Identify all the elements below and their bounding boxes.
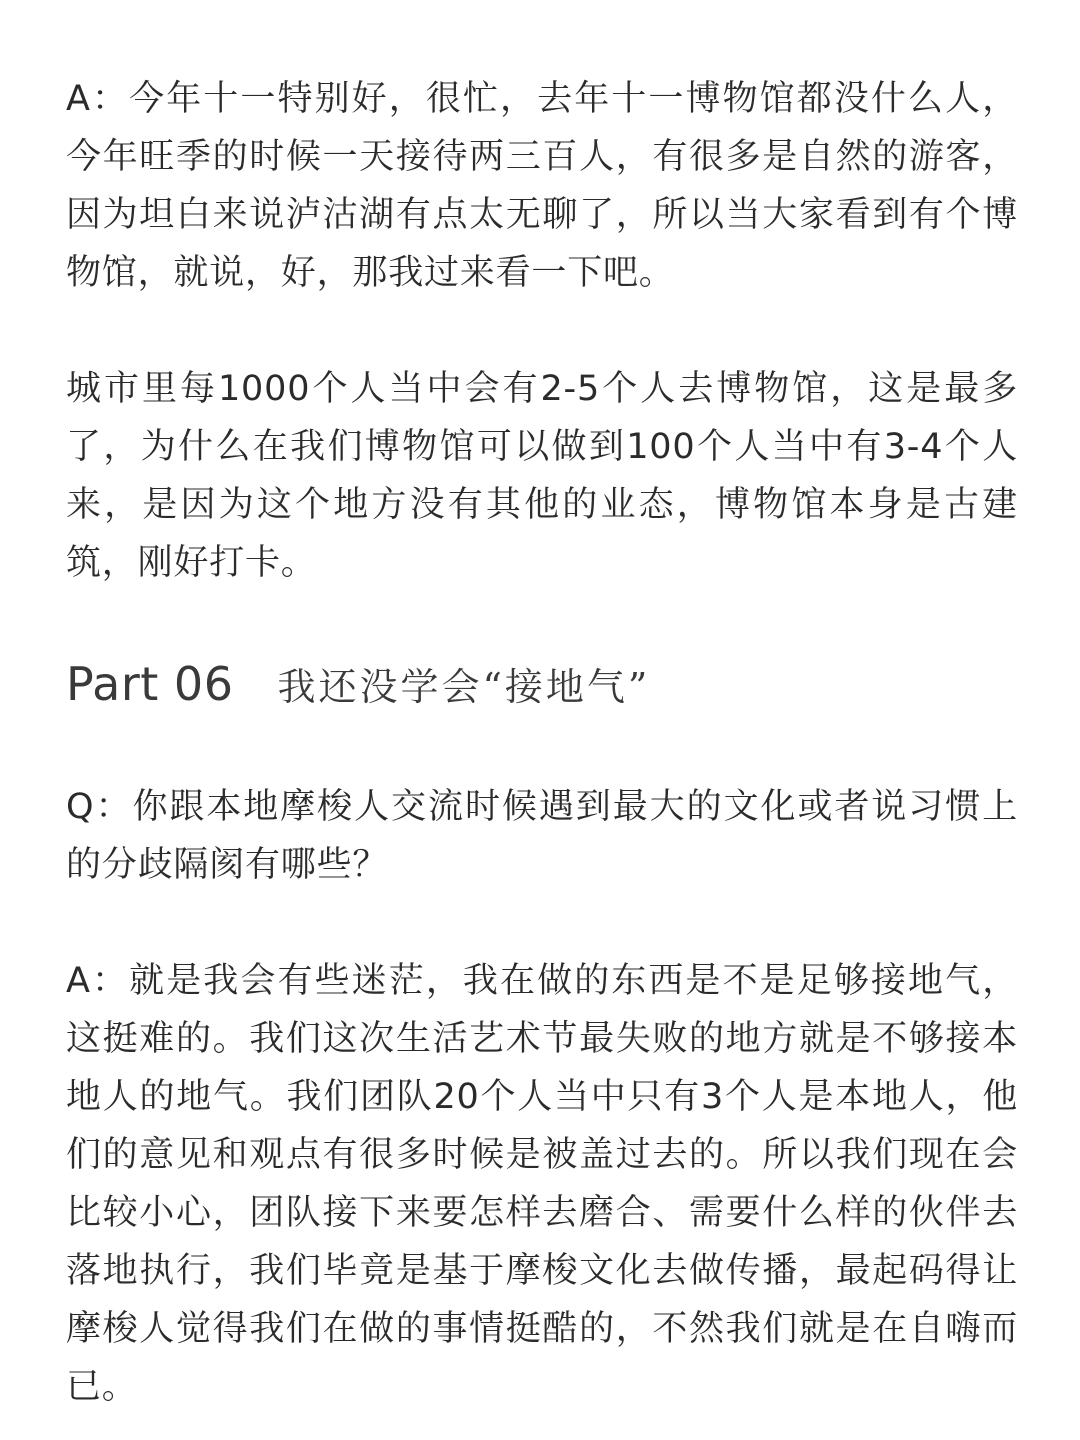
section-part-number: Part 06 — [66, 657, 234, 711]
article-body — [66, 70, 1018, 1416]
spacer — [66, 592, 1018, 642]
section-title: 我还没学会“接地气” — [277, 665, 651, 709]
section-heading — [66, 642, 1018, 726]
paragraph-question: Q：你跟本地摩梭人交流时候遇到最大的文化或者说习惯上的分歧隔阂有哪些？ — [66, 787, 1018, 885]
paragraph-statistics: 城市里每1000个人当中会有2-5个人去博物馆，这是最多了，为什么在我们博物馆可以做到100个人当中有3-4个人来，是因为这个地方没有其他的业态，博物馆本身是古建筑，刚好打卡。 — [66, 369, 1018, 583]
paragraph-answer-2: A：就是我会有些迷茫，我在做的东西是不是足够接地气，这挺难的。我们这次生活艺术节最失败的地方就是不够接本地人的地气。我们团队20个人当中只有3个人是本地人，他们的意见和观点有很多时候是被盖过去的。所以我们现在会比较小心，团队接下来要怎样去磨合、需要什么样的伙伴去落地执行，我们毕竟是基于摩梭文化去做传播，最起码得让摩梭人觉得我们在做的事情挺酷的，不然我们就是在自嗨而已。 — [66, 961, 1018, 1407]
spacer — [66, 894, 1018, 952]
spacer — [66, 726, 1018, 778]
paragraph-answer-1: A：今年十一特别好，很忙，去年十一博物馆都没什么人，今年旺季的时候一天接待两三百人，有很多是自然的游客，因为坦白来说泸沽湖有点太无聊了，所以当大家看到有个博物馆，就说，好，那我过来看一下吧。 — [66, 79, 1018, 293]
spacer — [66, 302, 1018, 360]
